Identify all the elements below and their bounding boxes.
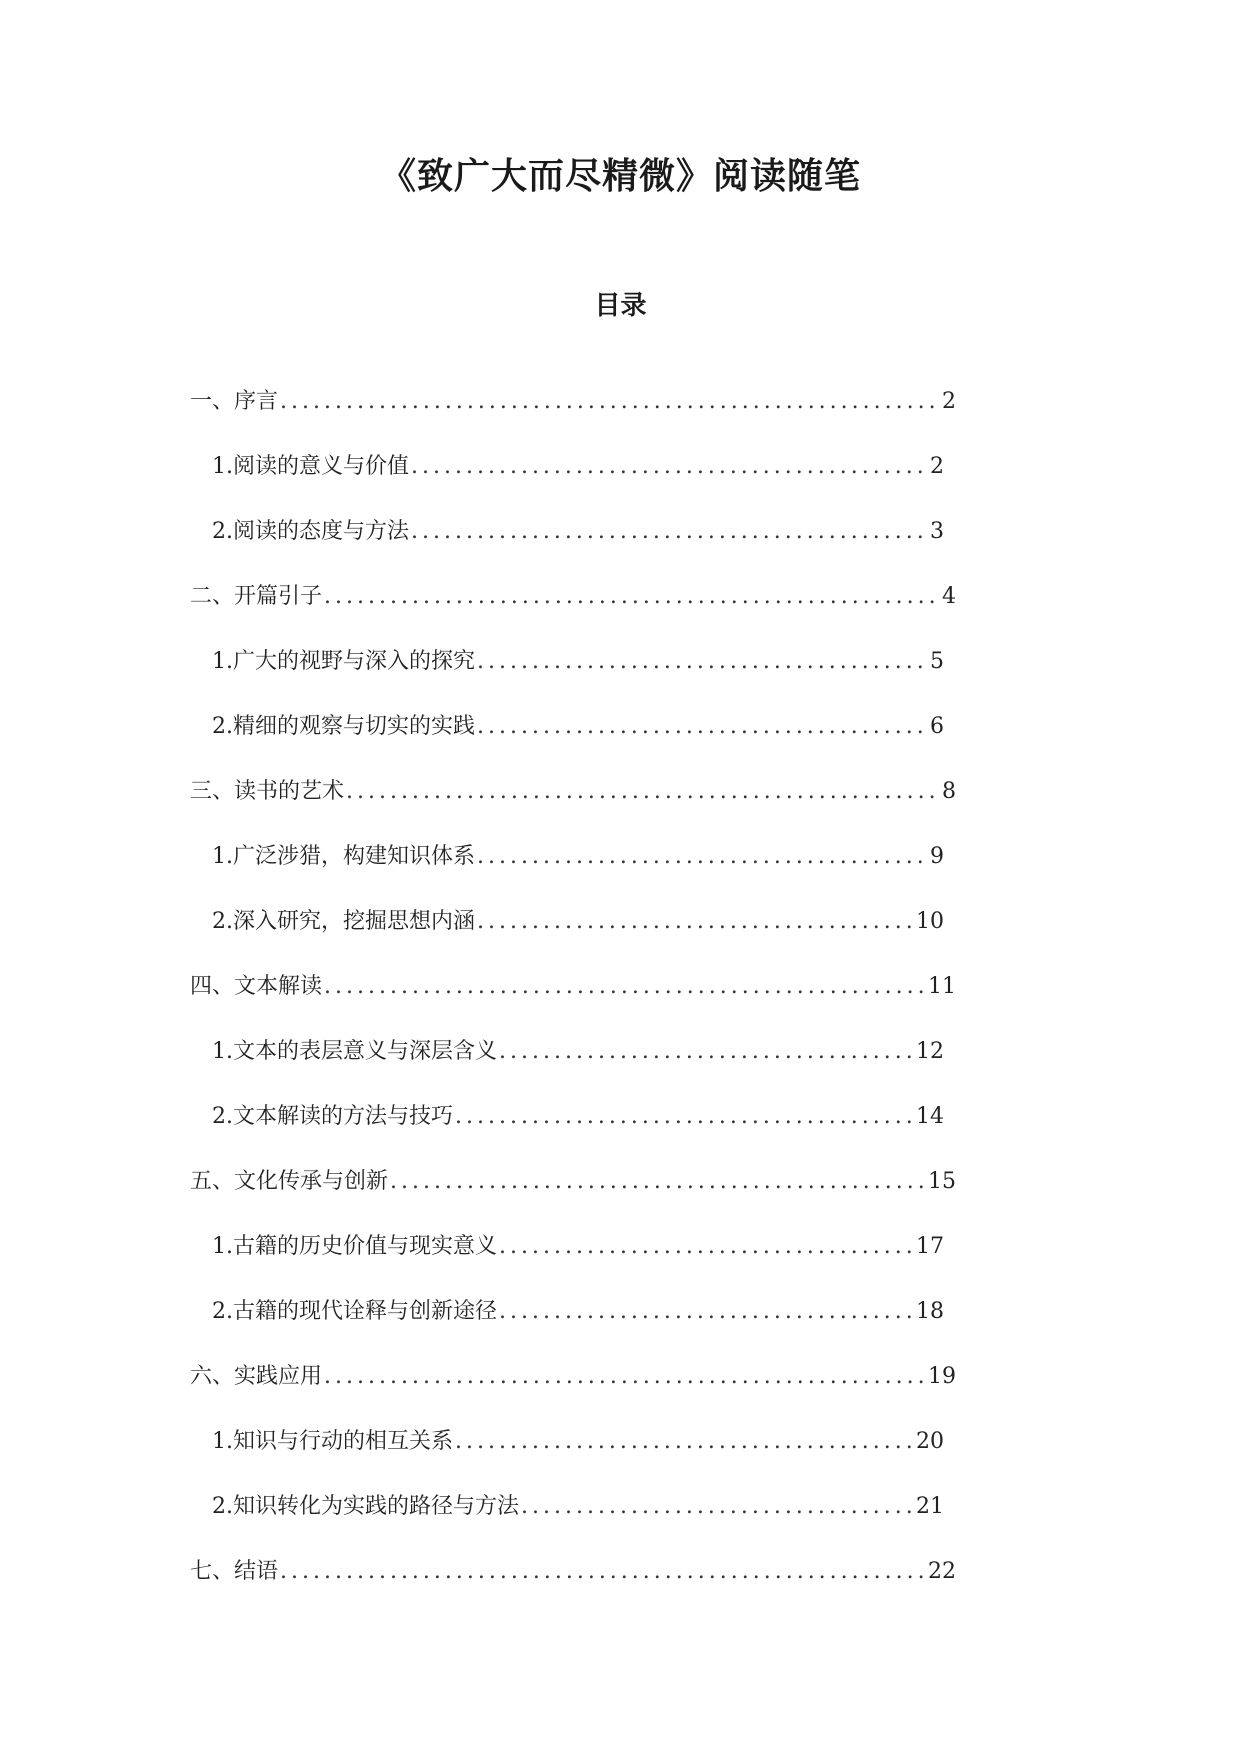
toc-entry-label: 文本的表层意义与深层含义	[233, 1039, 498, 1064]
toc-leader-dots	[390, 1169, 926, 1194]
toc-leader-dots	[455, 1429, 914, 1454]
toc-entry-page: 20	[916, 1429, 944, 1454]
toc-entry-label: 广大的视野与深入的探究	[233, 649, 476, 674]
document-title: 《致广大而尽精微》阅读随笔	[379, 156, 861, 197]
toc-leader-dots	[280, 1559, 926, 1584]
toc-entry-page: 4	[942, 584, 956, 609]
toc-entry-label: 广泛涉猎，构建知识体系	[233, 844, 476, 869]
toc-entry-number: 1.	[212, 844, 233, 869]
table-of-contents	[190, 384, 956, 1619]
toc-leader-dots	[455, 1104, 914, 1129]
toc-entry-number: 1.	[212, 649, 233, 674]
toc-leader-dots	[324, 1364, 926, 1389]
toc-entry[interactable]	[190, 774, 956, 839]
toc-entry-number: 2.	[212, 909, 233, 934]
toc-entry-label: 六、实践应用	[190, 1364, 323, 1389]
toc-entry[interactable]	[190, 969, 956, 1034]
toc-leader-dots	[477, 714, 928, 739]
toc-entry-page: 8	[942, 779, 956, 804]
toc-leader-dots	[499, 1299, 914, 1324]
toc-entry-page: 5	[930, 649, 944, 674]
toc-entry-page: 15	[928, 1169, 956, 1194]
toc-entry-page: 18	[916, 1299, 944, 1324]
toc-leader-dots	[521, 1494, 914, 1519]
toc-entry[interactable]	[190, 384, 956, 449]
toc-entry-label: 二、开篇引子	[190, 584, 323, 609]
toc-entry-label: 知识转化为实践的路径与方法	[233, 1494, 520, 1519]
toc-leader-dots	[499, 1039, 914, 1064]
toc-entry-label: 古籍的现代诠释与创新途径	[233, 1299, 498, 1324]
toc-entry[interactable]	[190, 1424, 956, 1489]
toc-entry-label: 一、序言	[190, 389, 279, 414]
toc-entry[interactable]	[190, 709, 956, 774]
toc-leader-dots	[499, 1234, 914, 1259]
toc-entry-label: 三、读书的艺术	[190, 779, 345, 804]
toc-entry-page: 22	[928, 1559, 956, 1584]
toc-entry-page: 11	[928, 974, 956, 999]
toc-entry-label: 深入研究，挖掘思想内涵	[233, 909, 476, 934]
toc-entry-page: 9	[930, 844, 944, 869]
toc-entry-number: 2.	[212, 1299, 233, 1324]
toc-entry[interactable]	[190, 904, 956, 969]
toc-entry-label: 五、文化传承与创新	[190, 1169, 389, 1194]
toc-heading: 目录	[594, 291, 647, 321]
toc-entry-number: 2.	[212, 1104, 233, 1129]
toc-entry[interactable]	[190, 644, 956, 709]
toc-entry-label: 四、文本解读	[190, 974, 323, 999]
toc-entry-page: 2	[930, 454, 944, 479]
toc-entry[interactable]	[190, 1554, 956, 1619]
toc-entry[interactable]	[190, 1294, 956, 1359]
toc-entry-label: 阅读的意义与价值	[233, 454, 410, 479]
toc-leader-dots	[280, 389, 940, 414]
toc-entry-label: 精细的观察与切实的实践	[233, 714, 476, 739]
toc-entry[interactable]	[190, 1359, 956, 1424]
toc-entry[interactable]	[190, 1489, 956, 1554]
toc-entry[interactable]	[190, 1034, 956, 1099]
toc-entry-number: 1.	[212, 1234, 233, 1259]
toc-entry-label: 七、结语	[190, 1559, 279, 1584]
toc-entry-page: 17	[916, 1234, 944, 1259]
toc-leader-dots	[477, 844, 928, 869]
toc-leader-dots	[411, 519, 928, 544]
toc-entry-number: 1.	[212, 1429, 233, 1454]
toc-entry-number: 2.	[212, 714, 233, 739]
toc-entry[interactable]	[190, 449, 956, 514]
toc-entry-number: 2.	[212, 1494, 233, 1519]
toc-entry[interactable]	[190, 579, 956, 644]
toc-entry-page: 19	[928, 1364, 956, 1389]
toc-entry-label: 知识与行动的相互关系	[233, 1429, 454, 1454]
toc-entry-label: 文本解读的方法与技巧	[233, 1104, 454, 1129]
toc-entry-page: 2	[942, 389, 956, 414]
toc-entry[interactable]	[190, 1229, 956, 1294]
toc-entry-label: 阅读的态度与方法	[233, 519, 410, 544]
toc-entry-page: 6	[930, 714, 944, 739]
toc-entry[interactable]	[190, 1164, 956, 1229]
toc-leader-dots	[477, 649, 928, 674]
toc-leader-dots	[411, 454, 928, 479]
toc-entry[interactable]	[190, 839, 956, 904]
toc-entry-number: 1.	[212, 454, 233, 479]
toc-entry-page: 10	[916, 909, 944, 934]
toc-entry-page: 3	[930, 519, 944, 544]
toc-entry-page: 21	[916, 1494, 944, 1519]
toc-leader-dots	[324, 584, 940, 609]
toc-entry-number: 1.	[212, 1039, 233, 1064]
toc-entry-number: 2.	[212, 519, 233, 544]
toc-entry[interactable]	[190, 1099, 956, 1164]
toc-entry[interactable]	[190, 514, 956, 579]
toc-leader-dots	[324, 974, 926, 999]
toc-entry-page: 14	[916, 1104, 944, 1129]
toc-leader-dots	[477, 909, 914, 934]
toc-entry-label: 古籍的历史价值与现实意义	[233, 1234, 498, 1259]
toc-entry-page: 12	[916, 1039, 944, 1064]
toc-leader-dots	[346, 779, 940, 804]
